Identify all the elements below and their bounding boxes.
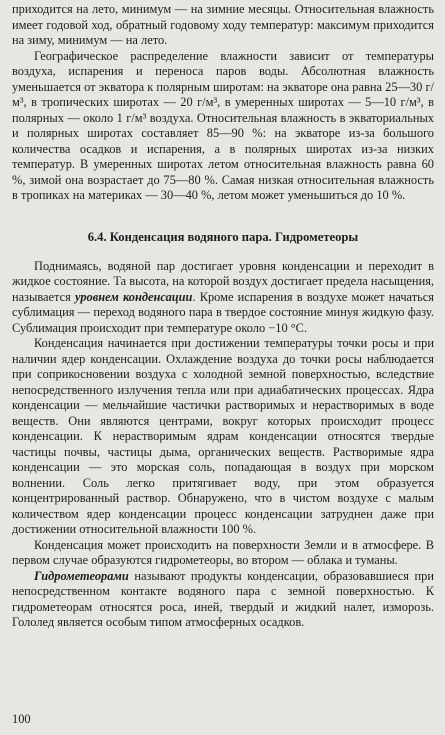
paragraph-condensation-level — [12, 259, 434, 337]
term-condensation-level: уровнем конденсации — [75, 289, 193, 304]
text-after-term: . Кроме испарения в воздухе может начаться сублимация — переход водяного пара в твердое состояние минуя жидкую фазу. Сублимация происходит при температуре около −10 °С. — [12, 289, 434, 335]
paragraph-hydrometeors — [12, 569, 434, 631]
text-hydrometeors-definition: называют продукты конденсации, образовавшиеся при непосредственном контакте водяного пара с земной поверхностью. К гидрометеорам относятся роса, иней, твердый и жидкий налет, изморозь. Гололед является особым типом атмосферных осадков. — [12, 568, 434, 629]
term-hydrometeors: Гидрометеорами — [34, 568, 129, 583]
text-before-term: Поднимаясь, водяной пар достигает уровня конденсации и переходит в жидкое состояние. Та высота, на которой воздух достигает предела насыщения, называется — [12, 258, 434, 304]
page-number: 100 — [12, 712, 31, 726]
paragraph-humidity-geography: Географическое распределение влажности зависит от температуры воздуха, испарения и переноса паров воды. Абсолютная влажность уменьшается от экватора к полярным широтам: на экваторе она равна 25—30 г/м³, в тропических широтах — 20 г/м³, в умеренных широтах — 5—10 г/м³, в полярных — около 1 г/м³ воздуха. Относительная влажность в экваториальных и полярных широтах составляет 85—90 %: на экваторе из-за большого количества осадков и испарения, а в полярных широтах из-за низких температур. В умеренных широтах летом относительная влажность равна 60 %, зимой она возрастает до 75—80 %. Самая низкая относительная влажность в тропиках на материках — 30—40 %, летом может уменьшиться до 10 %. — [12, 48, 434, 202]
section-heading: 6.4. Конденсация водяного пара. Гидрометеоры — [87, 229, 359, 244]
paragraph-humidity-annual-cycle: приходится на лето, минимум — на зимние месяцы. Относительная влажность имеет годовой ход, обратный годовому ходу температур: максимум приходится на зиму, минимум — на лето. — [12, 2, 434, 47]
paragraph-condensation-nuclei: Конденсация начинается при достижении температуры точки росы и при наличии ядер конденсации. Охлаждение воздуха до точки росы наблюдается при соприкосновении воздуха с холодной земной поверхностью, вследствие непосредственного излучения тепла или при адиабатических процессах. Ядра конденсации — мельчайшие частички растворимых и нерастворимых в воде веществ. Они являются центрами, вокруг которых происходит процесс конденсации. К нерастворимым ядрам конденсации относятся твердые частицы почвы, частицы дыма, органических веществ. Растворимые ядра конденсации — это морская соль, попадающая в воздух при морском волнении. Соль легко притягивает воду, при этом образуется концентрированный раствор. Обнаружено, что в чистом воздухе с малым количеством ядер конденсации процесс конденсации затруднен даже при достижении относительной влажности 100 %. — [12, 336, 434, 536]
paragraph-condensation-location: Конденсация может происходить на поверхности Земли и в атмосфере. В первом случае образуются гидрометеоры, во втором — облака и туманы. — [12, 537, 434, 567]
